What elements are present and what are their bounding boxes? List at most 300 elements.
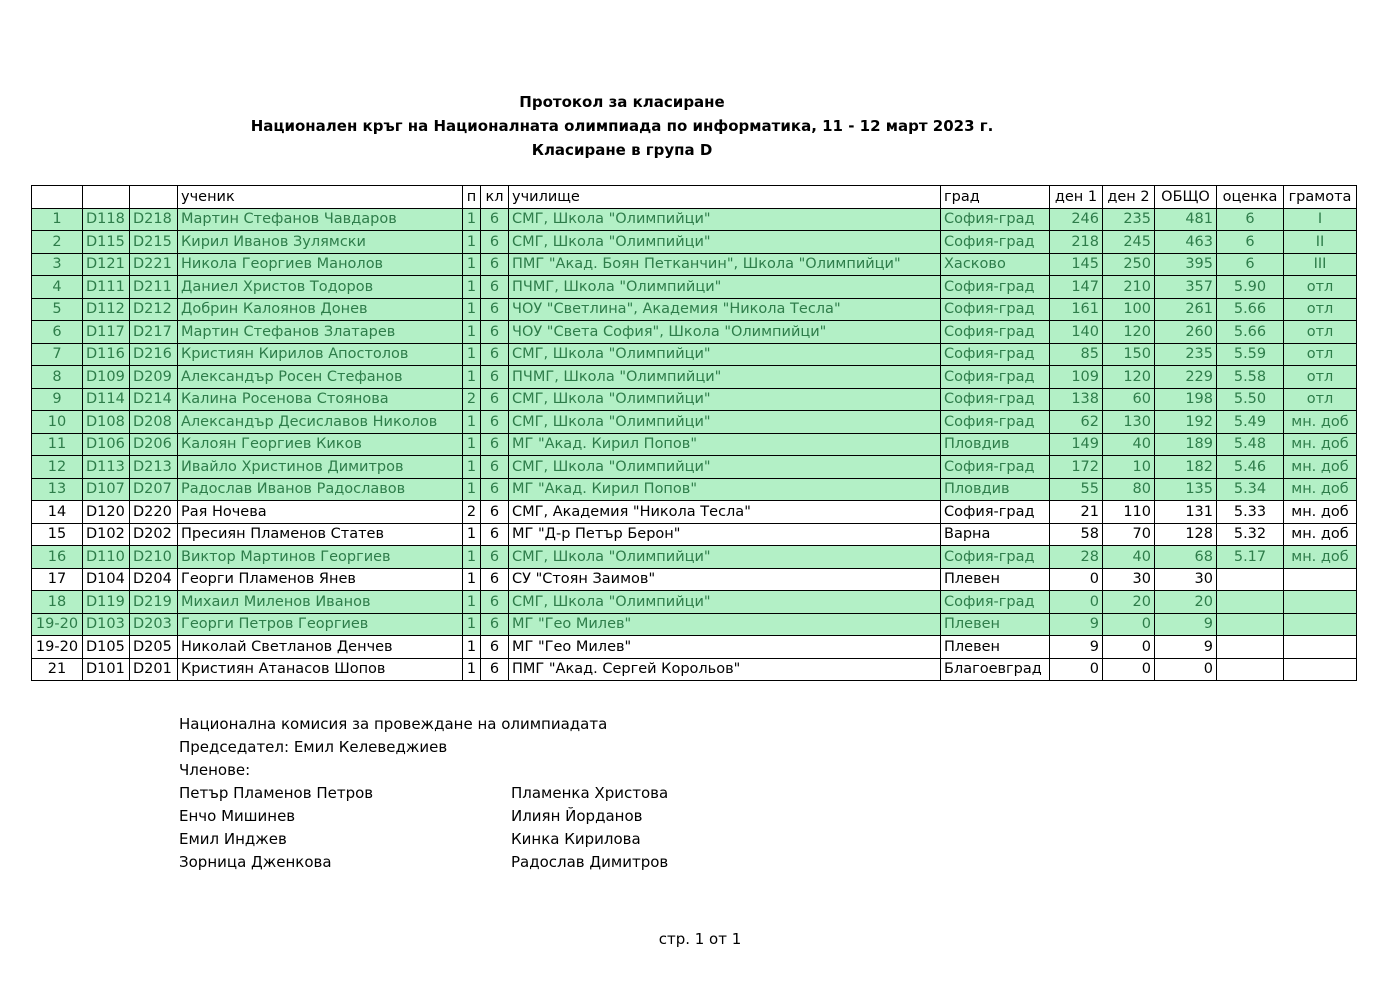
grade-cell: 6 xyxy=(1217,231,1284,254)
class-cell: 6 xyxy=(481,366,509,389)
day1-cell: 172 xyxy=(1050,456,1103,479)
member-name: Радослав Димитров xyxy=(511,853,669,871)
school-cell: СУ "Стоян Заимов" xyxy=(509,568,941,591)
class-cell: 6 xyxy=(481,546,509,569)
total-cell: 128 xyxy=(1155,523,1217,546)
student-name-cell: Кирил Иванов Зулямски xyxy=(178,231,463,254)
day2-cell: 80 xyxy=(1103,478,1155,501)
day2-cell: 120 xyxy=(1103,321,1155,344)
p-cell: 1 xyxy=(463,411,481,434)
p-cell: 1 xyxy=(463,613,481,636)
grade-cell xyxy=(1217,568,1284,591)
student-name-cell: Радослав Иванов Радославов xyxy=(178,478,463,501)
total-cell: 131 xyxy=(1155,501,1217,524)
day1-cell: 9 xyxy=(1050,636,1103,659)
grade-cell xyxy=(1217,591,1284,614)
city-cell: София-град xyxy=(941,343,1050,366)
p-cell: 1 xyxy=(463,298,481,321)
day1-cell: 149 xyxy=(1050,433,1103,456)
city-cell: Благоевград xyxy=(941,658,1050,681)
total-cell: 357 xyxy=(1155,276,1217,299)
city-cell: София-град xyxy=(941,276,1050,299)
award-cell xyxy=(1284,658,1357,681)
award-cell: мн. доб xyxy=(1284,501,1357,524)
table-row xyxy=(32,523,1357,546)
member-name: Зорница Дженкова xyxy=(179,853,332,871)
grade-cell: 5.48 xyxy=(1217,433,1284,456)
grade-cell: 5.32 xyxy=(1217,523,1284,546)
grade-cell: 5.58 xyxy=(1217,366,1284,389)
p-cell: 1 xyxy=(463,433,481,456)
class-cell: 6 xyxy=(481,411,509,434)
header-cell-total: ОБЩО xyxy=(1155,186,1217,209)
rank-cell: 12 xyxy=(32,456,83,479)
day2-cell: 235 xyxy=(1103,208,1155,231)
id2-cell: D215 xyxy=(130,231,178,254)
header-cell-school: училище xyxy=(509,186,941,209)
school-cell: СМГ, Школа "Олимпийци" xyxy=(509,591,941,614)
total-cell: 481 xyxy=(1155,208,1217,231)
day2-cell: 120 xyxy=(1103,366,1155,389)
id2-cell: D218 xyxy=(130,208,178,231)
city-cell: Пловдив xyxy=(941,478,1050,501)
award-cell: отл xyxy=(1284,366,1357,389)
total-cell: 135 xyxy=(1155,478,1217,501)
rank-cell: 19-20 xyxy=(32,636,83,659)
total-cell: 261 xyxy=(1155,298,1217,321)
city-cell: София-град xyxy=(941,411,1050,434)
table-row xyxy=(32,478,1357,501)
student-name-cell: Никола Георгиев Манолов xyxy=(178,253,463,276)
award-cell xyxy=(1284,591,1357,614)
commission-title: Национална комисия за провеждане на олимпиадата xyxy=(179,715,608,733)
id2-cell: D214 xyxy=(130,388,178,411)
grade-cell: 5.49 xyxy=(1217,411,1284,434)
grade-cell: 5.34 xyxy=(1217,478,1284,501)
p-cell: 1 xyxy=(463,546,481,569)
student-name-cell: Георги Петров Георгиев xyxy=(178,613,463,636)
total-cell: 198 xyxy=(1155,388,1217,411)
header-cell-class: кл xyxy=(481,186,509,209)
total-cell: 192 xyxy=(1155,411,1217,434)
student-name-cell: Калина Росенова Стоянова xyxy=(178,388,463,411)
total-cell: 260 xyxy=(1155,321,1217,344)
id2-cell: D219 xyxy=(130,591,178,614)
day2-cell: 40 xyxy=(1103,546,1155,569)
student-name-cell: Пресиян Пламенов Статев xyxy=(178,523,463,546)
award-cell: отл xyxy=(1284,321,1357,344)
grade-cell: 5.66 xyxy=(1217,321,1284,344)
day1-cell: 28 xyxy=(1050,546,1103,569)
student-name-cell: Мартин Стефанов Чавдаров xyxy=(178,208,463,231)
grade-cell xyxy=(1217,613,1284,636)
table-row xyxy=(32,636,1357,659)
award-cell: мн. доб xyxy=(1284,523,1357,546)
city-cell: Плевен xyxy=(941,613,1050,636)
grade-cell: 5.50 xyxy=(1217,388,1284,411)
p-cell: 1 xyxy=(463,231,481,254)
total-cell: 68 xyxy=(1155,546,1217,569)
p-cell: 1 xyxy=(463,478,481,501)
student-name-cell: Калоян Георгиев Киков xyxy=(178,433,463,456)
header-cell-rank xyxy=(32,186,83,209)
commission-members-label: Членове: xyxy=(179,761,251,779)
p-cell: 1 xyxy=(463,658,481,681)
award-cell: отл xyxy=(1284,388,1357,411)
student-name-cell: Кристиян Кирилов Апостолов xyxy=(178,343,463,366)
day2-cell: 20 xyxy=(1103,591,1155,614)
table-row xyxy=(32,546,1357,569)
day2-cell: 10 xyxy=(1103,456,1155,479)
id1-cell: D106 xyxy=(83,433,130,456)
header-cell-day2: ден 2 xyxy=(1103,186,1155,209)
grade-cell xyxy=(1217,636,1284,659)
school-cell: ЧОУ "Светлина", Академия "Никола Тесла" xyxy=(509,298,941,321)
member-name: Пламенка Христова xyxy=(511,784,669,802)
day1-cell: 0 xyxy=(1050,591,1103,614)
id2-cell: D217 xyxy=(130,321,178,344)
total-cell: 463 xyxy=(1155,231,1217,254)
city-cell: София-град xyxy=(941,321,1050,344)
rank-cell: 13 xyxy=(32,478,83,501)
id1-cell: D120 xyxy=(83,501,130,524)
id2-cell: D204 xyxy=(130,568,178,591)
day1-cell: 145 xyxy=(1050,253,1103,276)
id2-cell: D206 xyxy=(130,433,178,456)
class-cell: 6 xyxy=(481,343,509,366)
day1-cell: 55 xyxy=(1050,478,1103,501)
class-cell: 6 xyxy=(481,636,509,659)
day2-cell: 245 xyxy=(1103,231,1155,254)
members-left-list xyxy=(179,782,373,874)
school-cell: СМГ, Академия "Никола Тесла" xyxy=(509,501,941,524)
day2-cell: 110 xyxy=(1103,501,1155,524)
day2-cell: 150 xyxy=(1103,343,1155,366)
day1-cell: 109 xyxy=(1050,366,1103,389)
total-cell: 189 xyxy=(1155,433,1217,456)
table-row xyxy=(32,613,1357,636)
table-row xyxy=(32,253,1357,276)
id1-cell: D111 xyxy=(83,276,130,299)
commission-chair: Председател: Емил Келеведжиев xyxy=(179,738,448,756)
class-cell: 6 xyxy=(481,253,509,276)
group-title: Класиране в група D xyxy=(531,141,713,159)
student-name-cell: Рая Ночева xyxy=(178,501,463,524)
p-cell: 2 xyxy=(463,388,481,411)
rank-cell: 9 xyxy=(32,388,83,411)
id1-cell: D107 xyxy=(83,478,130,501)
header-cell-student: ученик xyxy=(178,186,463,209)
class-cell: 6 xyxy=(481,298,509,321)
member-name: Петър Пламенов Петров xyxy=(179,784,374,802)
total-cell: 30 xyxy=(1155,568,1217,591)
class-cell: 6 xyxy=(481,433,509,456)
day1-cell: 9 xyxy=(1050,613,1103,636)
id1-cell: D116 xyxy=(83,343,130,366)
id1-cell: D105 xyxy=(83,636,130,659)
city-cell: София-град xyxy=(941,388,1050,411)
total-cell: 182 xyxy=(1155,456,1217,479)
rank-cell: 3 xyxy=(32,253,83,276)
total-cell: 229 xyxy=(1155,366,1217,389)
city-cell: София-град xyxy=(941,231,1050,254)
city-cell: София-град xyxy=(941,208,1050,231)
school-cell: СМГ, Школа "Олимпийци" xyxy=(509,231,941,254)
table-row xyxy=(32,208,1357,231)
day2-cell: 30 xyxy=(1103,568,1155,591)
id1-cell: D121 xyxy=(83,253,130,276)
student-name-cell: Виктор Мартинов Георгиев xyxy=(178,546,463,569)
day1-cell: 85 xyxy=(1050,343,1103,366)
day2-cell: 0 xyxy=(1103,613,1155,636)
award-cell: II xyxy=(1284,231,1357,254)
id2-cell: D221 xyxy=(130,253,178,276)
p-cell: 1 xyxy=(463,456,481,479)
class-cell: 6 xyxy=(481,231,509,254)
rank-cell: 2 xyxy=(32,231,83,254)
table-row xyxy=(32,343,1357,366)
id1-cell: D114 xyxy=(83,388,130,411)
award-cell: III xyxy=(1284,253,1357,276)
id1-cell: D108 xyxy=(83,411,130,434)
day1-cell: 62 xyxy=(1050,411,1103,434)
day1-cell: 246 xyxy=(1050,208,1103,231)
table-row xyxy=(32,568,1357,591)
grade-cell xyxy=(1217,658,1284,681)
p-cell: 1 xyxy=(463,568,481,591)
day2-cell: 60 xyxy=(1103,388,1155,411)
day2-cell: 0 xyxy=(1103,658,1155,681)
school-cell: СМГ, Школа "Олимпийци" xyxy=(509,343,941,366)
rank-cell: 8 xyxy=(32,366,83,389)
school-cell: СМГ, Школа "Олимпийци" xyxy=(509,208,941,231)
school-cell: ПМГ "Акад. Боян Петканчин", Школа "Олимпийци" xyxy=(509,253,941,276)
rank-cell: 5 xyxy=(32,298,83,321)
day1-cell: 161 xyxy=(1050,298,1103,321)
p-cell: 1 xyxy=(463,321,481,344)
school-cell: ПЧМГ, Школа "Олимпийци" xyxy=(509,366,941,389)
award-cell: мн. доб xyxy=(1284,478,1357,501)
grade-cell: 5.66 xyxy=(1217,298,1284,321)
total-cell: 0 xyxy=(1155,658,1217,681)
table-row xyxy=(32,433,1357,456)
rank-cell: 15 xyxy=(32,523,83,546)
total-cell: 235 xyxy=(1155,343,1217,366)
member-name: Кинка Кирилова xyxy=(511,830,641,848)
school-cell: СМГ, Школа "Олимпийци" xyxy=(509,456,941,479)
class-cell: 6 xyxy=(481,208,509,231)
class-cell: 6 xyxy=(481,276,509,299)
rank-cell: 14 xyxy=(32,501,83,524)
day1-cell: 140 xyxy=(1050,321,1103,344)
day2-cell: 100 xyxy=(1103,298,1155,321)
school-cell: МГ "Акад. Кирил Попов" xyxy=(509,478,941,501)
table-row xyxy=(32,658,1357,681)
table-row xyxy=(32,456,1357,479)
day2-cell: 210 xyxy=(1103,276,1155,299)
school-cell: СМГ, Школа "Олимпийци" xyxy=(509,388,941,411)
award-cell: мн. доб xyxy=(1284,433,1357,456)
p-cell: 1 xyxy=(463,276,481,299)
p-cell: 1 xyxy=(463,523,481,546)
id1-cell: D102 xyxy=(83,523,130,546)
student-name-cell: Георги Пламенов Янев xyxy=(178,568,463,591)
award-cell: мн. доб xyxy=(1284,546,1357,569)
school-cell: МГ "Гео Милев" xyxy=(509,613,941,636)
id1-cell: D109 xyxy=(83,366,130,389)
header-cell-grade: оценка xyxy=(1217,186,1284,209)
id1-cell: D113 xyxy=(83,456,130,479)
id2-cell: D209 xyxy=(130,366,178,389)
members-right-list xyxy=(511,782,668,874)
id1-cell: D101 xyxy=(83,658,130,681)
class-cell: 6 xyxy=(481,388,509,411)
p-cell: 1 xyxy=(463,208,481,231)
id2-cell: D211 xyxy=(130,276,178,299)
member-name: Енчо Мишинев xyxy=(179,807,296,825)
day2-cell: 130 xyxy=(1103,411,1155,434)
p-cell: 1 xyxy=(463,366,481,389)
award-cell: мн. доб xyxy=(1284,411,1357,434)
student-name-cell: Даниел Христов Тодоров xyxy=(178,276,463,299)
city-cell: София-град xyxy=(941,366,1050,389)
header-cell-id2 xyxy=(130,186,178,209)
school-cell: ЧОУ "Света София", Школа "Олимпийци" xyxy=(509,321,941,344)
grade-cell: 5.59 xyxy=(1217,343,1284,366)
class-cell: 6 xyxy=(481,321,509,344)
school-cell: МГ "Гео Милев" xyxy=(509,636,941,659)
grade-cell: 5.90 xyxy=(1217,276,1284,299)
table-row xyxy=(32,298,1357,321)
city-cell: Варна xyxy=(941,523,1050,546)
school-cell: ПЧМГ, Школа "Олимпийци" xyxy=(509,276,941,299)
id1-cell: D112 xyxy=(83,298,130,321)
member-name: Илиян Йорданов xyxy=(511,807,643,825)
rank-cell: 4 xyxy=(32,276,83,299)
student-name-cell: Александър Росен Стефанов xyxy=(178,366,463,389)
school-cell: СМГ, Школа "Олимпийци" xyxy=(509,546,941,569)
day1-cell: 218 xyxy=(1050,231,1103,254)
day2-cell: 250 xyxy=(1103,253,1155,276)
class-cell: 6 xyxy=(481,568,509,591)
city-cell: Плевен xyxy=(941,568,1050,591)
p-cell: 1 xyxy=(463,636,481,659)
city-cell: София-град xyxy=(941,298,1050,321)
day1-cell: 0 xyxy=(1050,658,1103,681)
student-name-cell: Николай Светланов Денчев xyxy=(178,636,463,659)
grade-cell: 5.33 xyxy=(1217,501,1284,524)
student-name-cell: Добрин Калоянов Донев xyxy=(178,298,463,321)
rank-cell: 17 xyxy=(32,568,83,591)
document-subtitle: Национален кръг на Националната олимпиада по информатика, 11 - 12 март 2023 г. xyxy=(250,117,994,135)
award-cell: отл xyxy=(1284,276,1357,299)
header-cell-day1: ден 1 xyxy=(1050,186,1103,209)
id2-cell: D220 xyxy=(130,501,178,524)
table-row xyxy=(32,388,1357,411)
id2-cell: D210 xyxy=(130,546,178,569)
grade-cell: 5.46 xyxy=(1217,456,1284,479)
grade-cell: 6 xyxy=(1217,208,1284,231)
city-cell: София-град xyxy=(941,501,1050,524)
total-cell: 20 xyxy=(1155,591,1217,614)
student-name-cell: Ивайло Христинов Димитров xyxy=(178,456,463,479)
student-name-cell: Александър Десиславов Николов xyxy=(178,411,463,434)
day1-cell: 0 xyxy=(1050,568,1103,591)
award-cell xyxy=(1284,568,1357,591)
rank-cell: 10 xyxy=(32,411,83,434)
member-name: Емил Инджев xyxy=(179,830,287,848)
rank-cell: 1 xyxy=(32,208,83,231)
award-cell xyxy=(1284,613,1357,636)
day1-cell: 21 xyxy=(1050,501,1103,524)
table-header-row xyxy=(32,186,1357,209)
school-cell: МГ "Акад. Кирил Попов" xyxy=(509,433,941,456)
school-cell: МГ "Д-р Петър Берон" xyxy=(509,523,941,546)
award-cell: мн. доб xyxy=(1284,456,1357,479)
ranking-table xyxy=(31,185,1357,681)
grade-cell: 5.17 xyxy=(1217,546,1284,569)
total-cell: 395 xyxy=(1155,253,1217,276)
city-cell: Плевен xyxy=(941,636,1050,659)
student-name-cell: Кристиян Атанасов Шопов xyxy=(178,658,463,681)
school-cell: ПМГ "Акад. Сергей Корольов" xyxy=(509,658,941,681)
id2-cell: D207 xyxy=(130,478,178,501)
city-cell: София-град xyxy=(941,456,1050,479)
header-cell-city: град xyxy=(941,186,1050,209)
commission-block xyxy=(179,713,607,782)
id1-cell: D115 xyxy=(83,231,130,254)
school-cell: СМГ, Школа "Олимпийци" xyxy=(509,411,941,434)
table-row xyxy=(32,501,1357,524)
day2-cell: 0 xyxy=(1103,636,1155,659)
class-cell: 6 xyxy=(481,478,509,501)
id2-cell: D216 xyxy=(130,343,178,366)
grade-cell: 6 xyxy=(1217,253,1284,276)
p-cell: 1 xyxy=(463,591,481,614)
award-cell: I xyxy=(1284,208,1357,231)
rank-cell: 16 xyxy=(32,546,83,569)
table-row xyxy=(32,591,1357,614)
class-cell: 6 xyxy=(481,456,509,479)
id2-cell: D201 xyxy=(130,658,178,681)
day1-cell: 58 xyxy=(1050,523,1103,546)
award-cell: отл xyxy=(1284,298,1357,321)
rank-cell: 7 xyxy=(32,343,83,366)
rank-cell: 11 xyxy=(32,433,83,456)
total-cell: 9 xyxy=(1155,613,1217,636)
student-name-cell: Мартин Стефанов Златарев xyxy=(178,321,463,344)
class-cell: 6 xyxy=(481,613,509,636)
p-cell: 2 xyxy=(463,501,481,524)
p-cell: 1 xyxy=(463,253,481,276)
rank-cell: 18 xyxy=(32,591,83,614)
document-title: Протокол за класиране xyxy=(519,93,725,111)
id1-cell: D104 xyxy=(83,568,130,591)
id2-cell: D212 xyxy=(130,298,178,321)
rank-cell: 21 xyxy=(32,658,83,681)
id2-cell: D203 xyxy=(130,613,178,636)
table-row xyxy=(32,411,1357,434)
header-cell-id1 xyxy=(83,186,130,209)
day1-cell: 147 xyxy=(1050,276,1103,299)
rank-cell: 6 xyxy=(32,321,83,344)
day2-cell: 70 xyxy=(1103,523,1155,546)
city-cell: София-град xyxy=(941,591,1050,614)
rank-cell: 19-20 xyxy=(32,613,83,636)
id1-cell: D118 xyxy=(83,208,130,231)
student-name-cell: Михаил Миленов Иванов xyxy=(178,591,463,614)
p-cell: 1 xyxy=(463,343,481,366)
